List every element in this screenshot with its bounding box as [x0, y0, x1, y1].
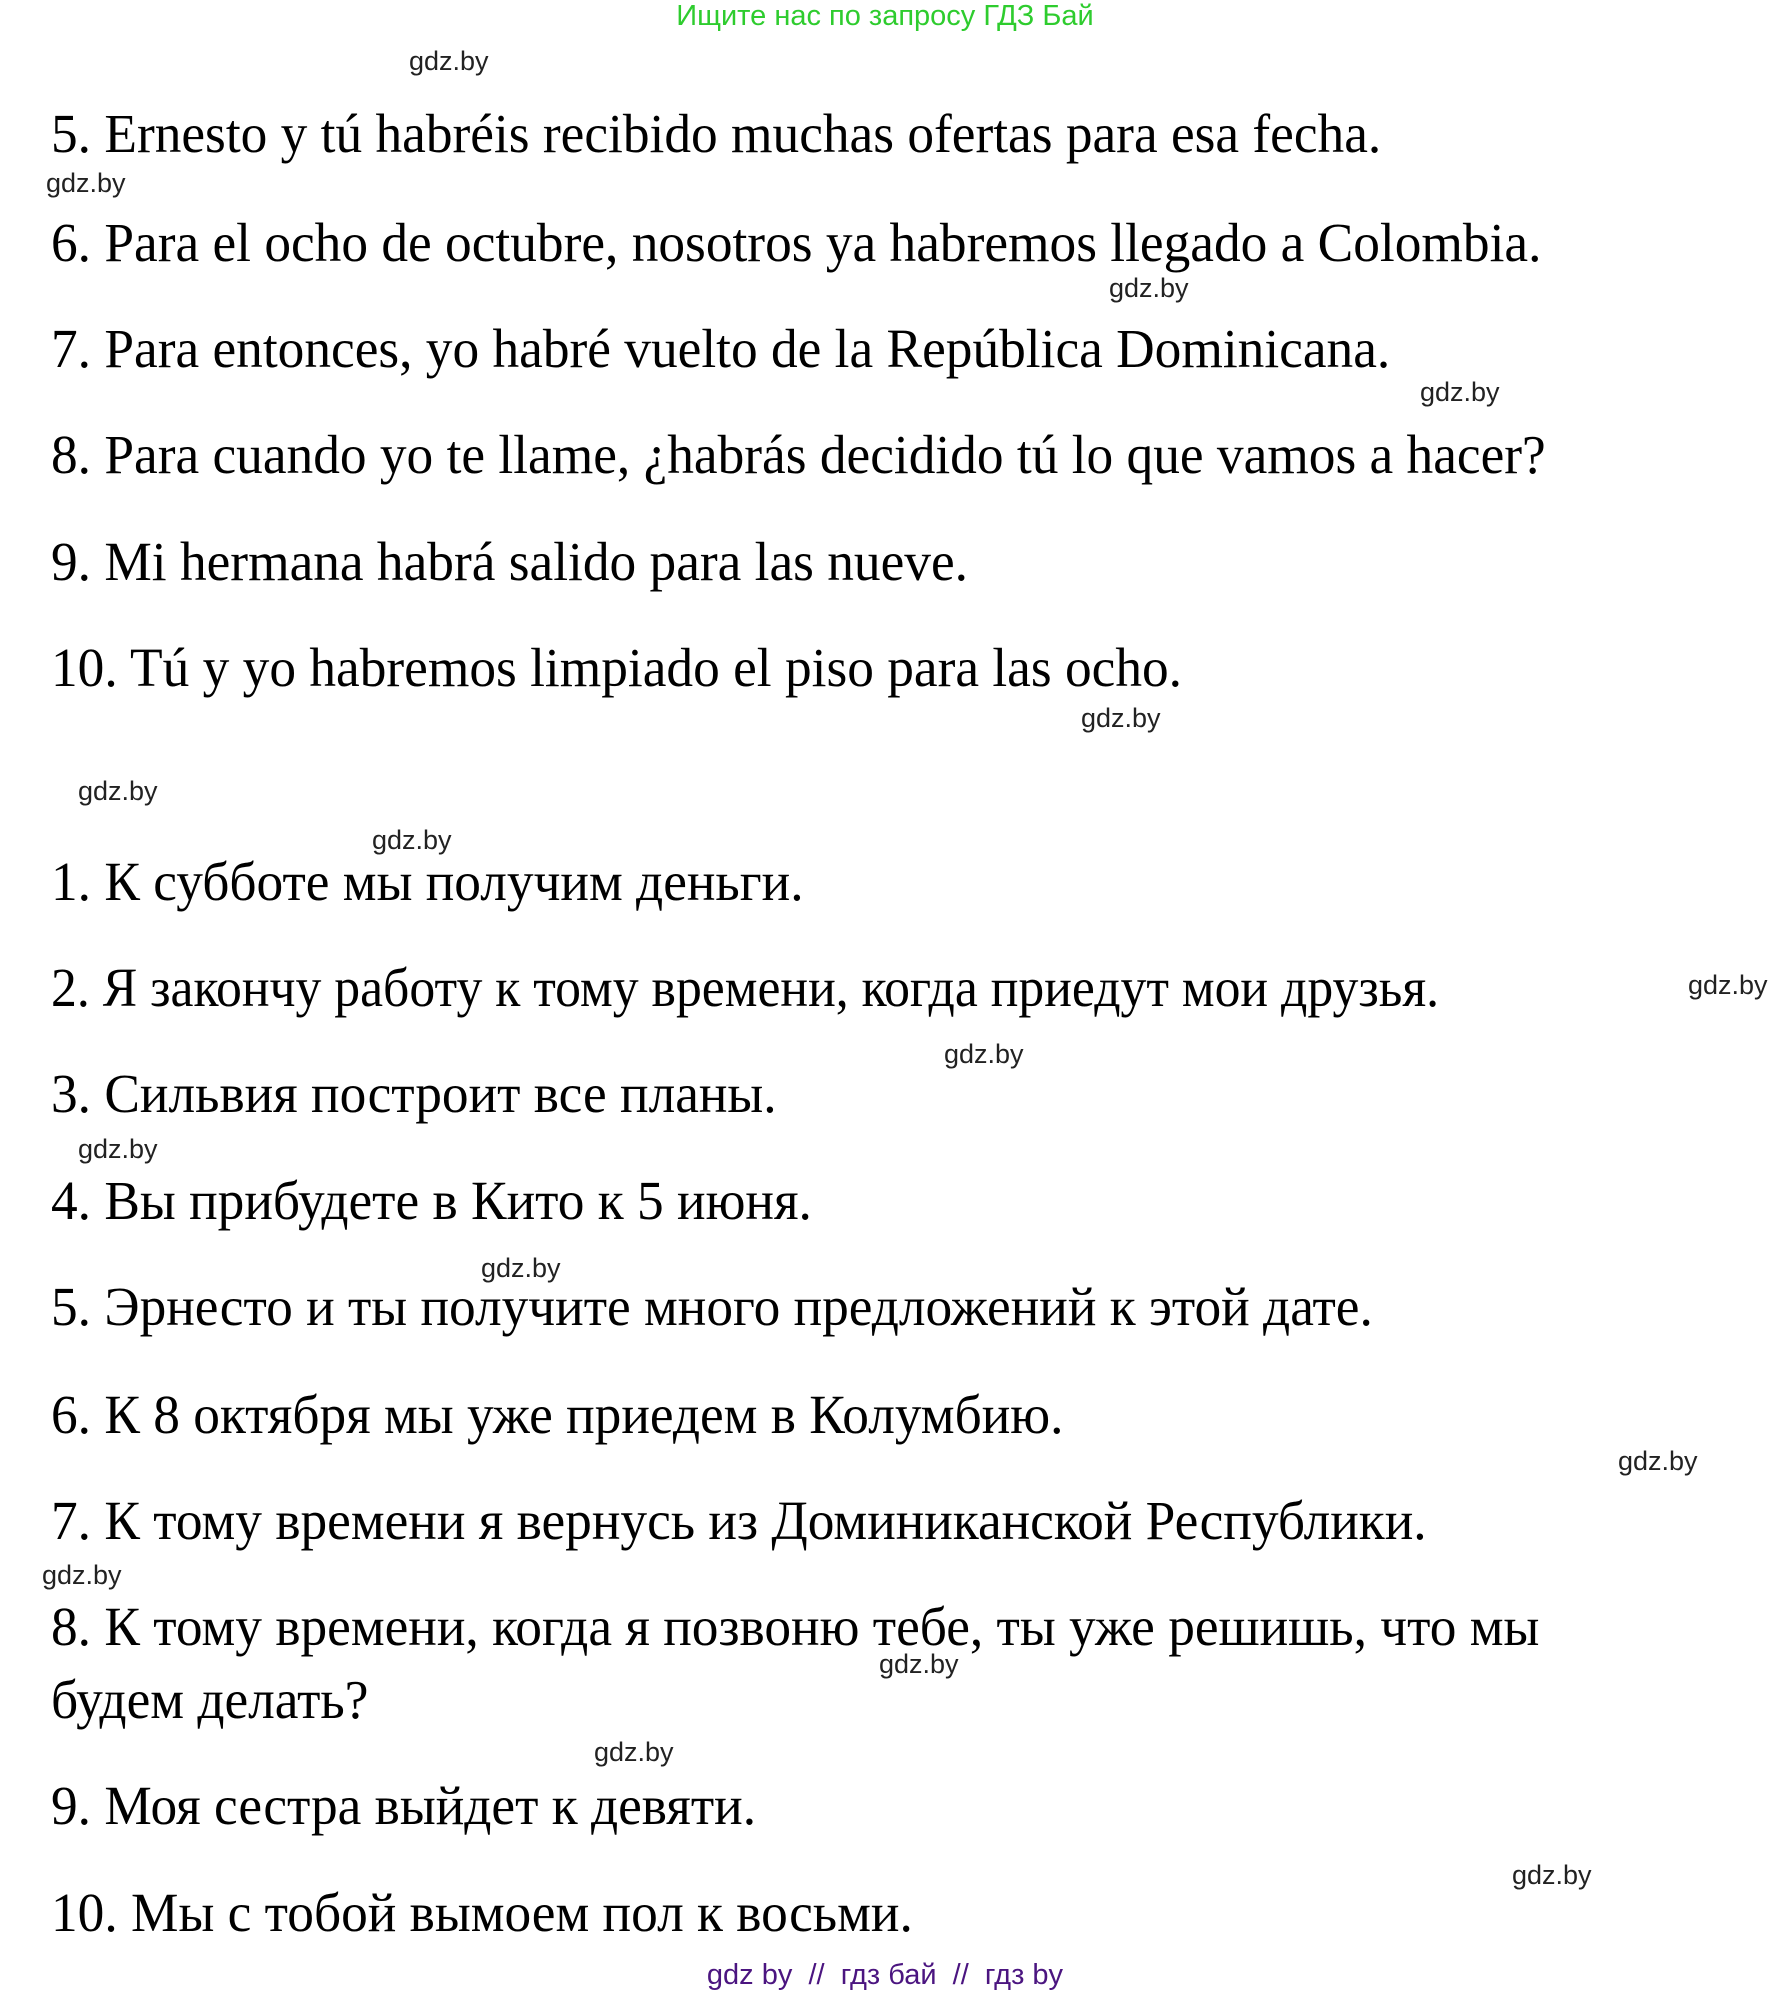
watermark: gdz.by	[46, 168, 126, 198]
watermark: gdz.by	[481, 1253, 561, 1283]
watermark: gdz.by	[1420, 377, 1500, 407]
spanish-sentence: 8. Para cuando yo te llame, ¿habrás decidido tú lo que vamos a hacer?	[51, 424, 1546, 485]
spanish-sentence: 5. Ernesto y tú habréis recibido muchas ofertas para esa fecha.	[51, 103, 1382, 164]
spanish-sentence: 10. Tú y yo habremos limpiado el piso para las ocho.	[51, 637, 1183, 698]
watermark: gdz.by	[1081, 703, 1161, 733]
russian-sentence-continuation: будем делать?	[51, 1669, 369, 1730]
russian-sentence: 6. К 8 октября мы уже приедем в Колумбию.	[51, 1384, 1064, 1445]
russian-sentence: 10. Мы с тобой вымоем пол к восьми.	[51, 1882, 913, 1943]
watermark: gdz.by	[1109, 273, 1189, 303]
watermark: gdz.by	[944, 1039, 1024, 1069]
watermark: gdz.by	[1688, 970, 1768, 1000]
russian-sentence: 3. Сильвия построит все планы.	[51, 1063, 777, 1124]
russian-sentence: 8. К тому времени, когда я позвоню тебе, ты уже решишь, что мы	[51, 1596, 1540, 1657]
russian-sentence: 9. Моя сестра выйдет к девяти.	[51, 1775, 757, 1836]
watermark: gdz.by	[78, 776, 158, 806]
watermark: gdz.by	[879, 1649, 959, 1679]
spanish-sentence: 7. Para entonces, yo habré vuelto de la República Dominicana.	[51, 318, 1391, 379]
watermark: gdz.by	[594, 1737, 674, 1767]
watermark: gdz.by	[42, 1560, 122, 1590]
watermark: gdz.by	[78, 1134, 158, 1164]
watermark: gdz.by	[409, 46, 489, 76]
russian-sentence: 1. К субботе мы получим деньги.	[51, 851, 804, 912]
spanish-sentence: 9. Mi hermana habrá salido para las nueve.	[51, 531, 968, 592]
russian-sentence: 7. К тому времени я вернусь из Доминиканской Республики.	[51, 1490, 1427, 1551]
russian-sentence: 4. Вы прибудете в Кито к 5 июня.	[51, 1170, 812, 1231]
watermark: gdz.by	[372, 825, 452, 855]
spanish-sentence: 6. Para el ocho de octubre, nosotros ya habremos llegado a Colombia.	[51, 212, 1542, 273]
watermark: gdz.by	[1512, 1860, 1592, 1890]
russian-sentence: 5. Эрнесто и ты получите много предложений к этой дате.	[51, 1276, 1373, 1337]
search-hint-banner: Ищите нас по запросу ГДЗ Бай	[676, 0, 1094, 32]
watermark: gdz.by	[1618, 1446, 1698, 1476]
russian-sentence: 2. Я закончу работу к тому времени, когда приедут мои друзья.	[51, 957, 1440, 1018]
footer-links: gdz by // гдз бай // гдз by	[706, 1959, 1064, 1991]
